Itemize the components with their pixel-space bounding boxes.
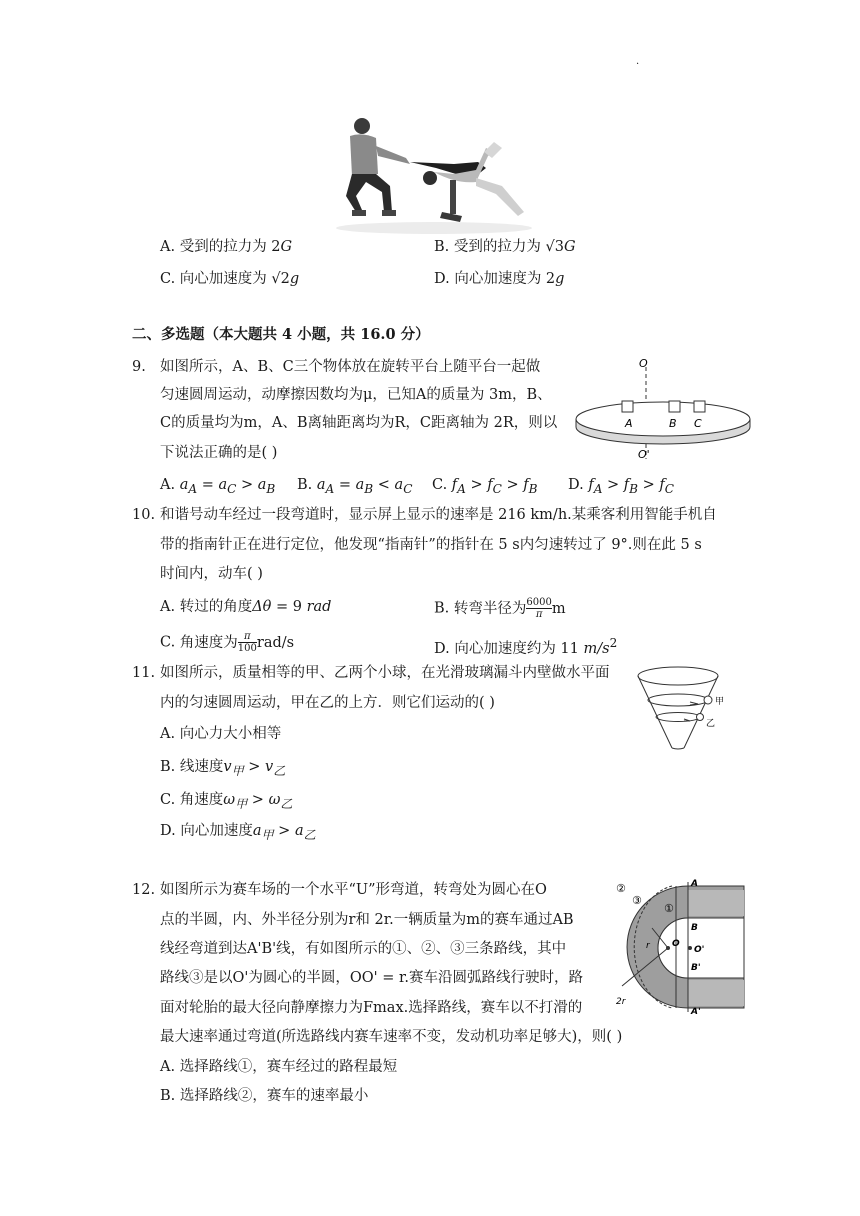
option-letter: A. xyxy=(160,1059,176,1075)
q9-line: 如图所示，A、B、C三个物体放在旋转平台上随平台一起做 xyxy=(160,359,541,375)
option-text: $f_A > f_B > f_C$ xyxy=(588,477,675,496)
option-letter: A. xyxy=(160,239,176,255)
u-track-figure xyxy=(598,876,746,1018)
option-letter: D. xyxy=(434,640,450,657)
label-route3: ③ xyxy=(632,894,642,907)
option-text: $a_A = a_B < a_C$ xyxy=(316,477,413,496)
question-number: 12. xyxy=(132,882,156,898)
q11-option-c xyxy=(160,790,292,814)
label-a: A xyxy=(625,417,633,430)
option-letter: D. xyxy=(160,823,176,839)
label-jia: 甲 xyxy=(715,697,725,707)
option-text: $f_A > f_C > f_B$ xyxy=(451,477,538,496)
label-o-prime: O' xyxy=(638,448,650,461)
option-letter: A. xyxy=(160,726,176,742)
q10-option-c xyxy=(160,631,294,654)
label-yi: 乙 xyxy=(706,719,716,729)
question-number: 10. xyxy=(132,507,156,523)
turntable-figure xyxy=(572,355,754,465)
label-2r: 2r xyxy=(616,997,626,1007)
q10-line: 时间内，动车( ) xyxy=(160,566,263,582)
q10-option-a xyxy=(160,597,331,617)
option-text: 转过的角度Δθ = 9 rad xyxy=(179,599,332,615)
q12-line: 面对轮胎的最大径向静摩擦力为Fmax.选择路线，赛车以不打滑的 xyxy=(160,1000,583,1016)
option-text: 向心加速度约为 11 $m/s^2$ xyxy=(454,636,618,657)
option-letter: C. xyxy=(160,634,176,651)
option-letter: D. xyxy=(434,271,450,287)
option-letter: B. xyxy=(434,600,450,617)
option-letter: C. xyxy=(160,271,176,287)
q12-line: 线经弯道到达A'B'线，有如图所示的①、②、③三条路线，其中 xyxy=(160,941,567,957)
q11-line: 如图所示，质量相等的甲、乙两个小球，在光滑玻璃漏斗内壁做水平面 xyxy=(160,665,610,681)
option-text: 角速度为 $\frac{\pi}{100}$ rad/s xyxy=(179,631,295,654)
q11-option-a xyxy=(160,724,281,744)
label-route1: ① xyxy=(664,902,674,915)
q10-line: 和谐号动车经过一段弯道时，显示屏上显示的速率是 216 km/h.某乘客利用智能手机自 xyxy=(160,507,717,523)
option-text: 向心力大小相等 xyxy=(179,726,282,742)
option-text: 向心加速度为 2g xyxy=(454,271,565,287)
option-text: 选择路线①，赛车经过的路程最短 xyxy=(179,1059,398,1075)
option-text: 受到的拉力为 2G xyxy=(179,239,293,255)
label-b: B xyxy=(669,417,677,430)
q8-option-c xyxy=(160,269,299,289)
option-text: 受到的拉力为 √3G xyxy=(453,239,576,255)
option-letter: C. xyxy=(432,477,448,493)
q8-option-a xyxy=(160,237,292,257)
option-text: 选择路线②，赛车的速率最小 xyxy=(179,1088,369,1104)
q10-option-d xyxy=(434,633,617,659)
q9-option-c xyxy=(432,475,538,499)
option-text: 向心加速度为 √2g xyxy=(179,271,300,287)
q12-option-b xyxy=(160,1086,368,1106)
q12-line: 路线③是以O'为圆心的半圆，OO' = r.赛车沿圆弧路线行驶时，路 xyxy=(160,970,583,986)
label-r: r xyxy=(646,941,650,951)
q8-option-b xyxy=(434,237,576,257)
q9-line: C的质量均为m，A、B离轴距离均为R，C距离轴为 2R，则以 xyxy=(160,415,558,431)
option-letter: B. xyxy=(297,477,313,493)
option-letter: A. xyxy=(160,599,176,615)
option-letter: C. xyxy=(160,792,176,808)
q9-option-d xyxy=(568,475,674,499)
label-b: B xyxy=(691,923,698,933)
option-letter: B. xyxy=(434,239,450,255)
q12-line: 点的半圆，内、外半径分别为r和 2r.一辆质量为m的赛车通过AB xyxy=(160,912,574,928)
label-o-prime: O' xyxy=(694,945,705,955)
option-letter: D. xyxy=(568,477,584,493)
label-a-prime: A' xyxy=(691,1007,701,1017)
q8-option-d xyxy=(434,269,564,289)
q10-line: 带的指南针正在进行定位，他发现“指南针”的指针在 5 s内匀速转过了 9°.则在此 5 s xyxy=(160,537,702,553)
label-b-prime: B' xyxy=(691,963,701,973)
label-o: O xyxy=(639,357,648,370)
option-text: $a_A = a_C > a_B$ xyxy=(179,477,276,496)
label-a: A xyxy=(691,879,698,889)
funnel-figure xyxy=(632,664,730,750)
question-number: 9. xyxy=(132,359,146,375)
option-text: 线速度$v_甲 > v_乙$ xyxy=(179,759,286,778)
q11-line: 内的匀速圆周运动，甲在乙的上方．则它们运动的( ) xyxy=(160,695,495,711)
option-letter: B. xyxy=(160,759,176,775)
section-title: 二、多选题（本大题共 4 小题，共 16.0 分） xyxy=(132,326,430,343)
label-route2: ② xyxy=(616,882,626,895)
q9-line: 匀速圆周运动，动摩擦因数均为μ，已知A的质量为 3m，B、 xyxy=(160,387,552,403)
skaters-figure xyxy=(326,112,532,236)
option-text: 转弯半径为 $\frac{6000}{\pi}$ m xyxy=(453,597,566,620)
q11-option-d xyxy=(160,821,316,845)
q9-option-a xyxy=(160,475,275,499)
q12-line: 最大速率通过弯道(所选路线内赛车速率不变，发动机功率足够大)，则( ) xyxy=(160,1029,623,1045)
q10-option-b xyxy=(434,597,566,620)
page-mark: . xyxy=(636,56,640,67)
question-number: 11. xyxy=(132,665,156,681)
q12-line: 如图所示为赛车场的一个水平“U”形弯道，转弯处为圆心在O xyxy=(160,882,547,898)
label-o: O xyxy=(672,939,680,949)
q11-option-b xyxy=(160,757,285,781)
option-letter: B. xyxy=(160,1088,176,1104)
q9-line: 下说法正确的是( ) xyxy=(160,445,278,461)
option-letter: A. xyxy=(160,477,176,493)
option-text: 角速度$\omega_甲 > \omega_乙$ xyxy=(179,792,293,811)
option-text: 向心加速度$a_甲 > a_乙$ xyxy=(180,823,316,842)
q9-option-b xyxy=(297,475,412,499)
q12-option-a xyxy=(160,1057,397,1077)
label-c: C xyxy=(694,417,702,430)
